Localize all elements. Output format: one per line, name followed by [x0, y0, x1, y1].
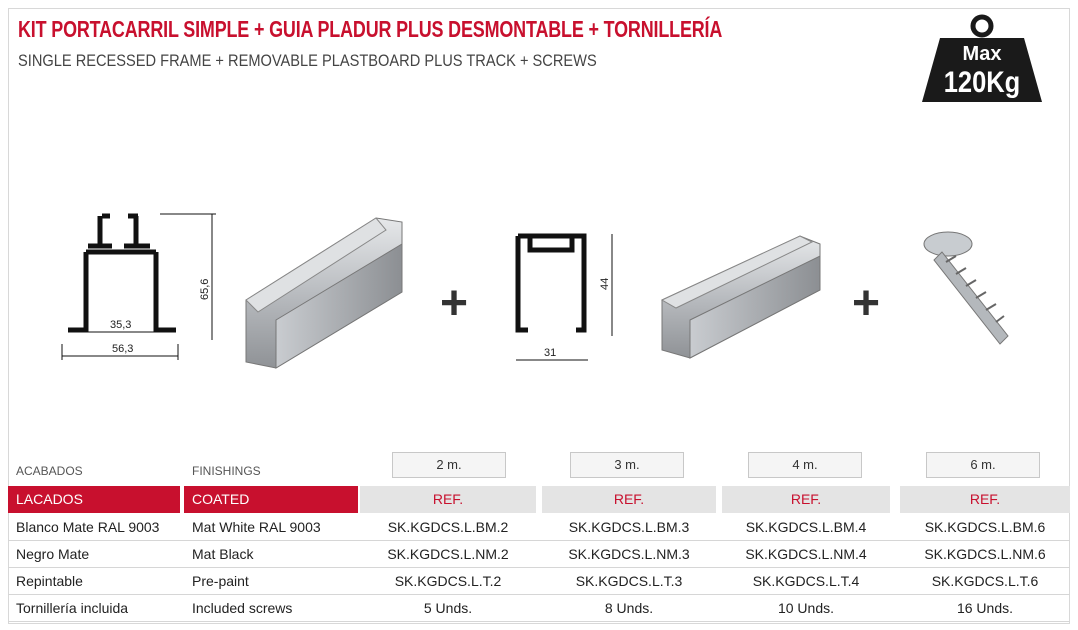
finish-name-en: Mat Black: [192, 546, 254, 562]
finishings-header-en: FINISHINGS: [192, 464, 261, 478]
track-width-label: 31: [544, 347, 557, 359]
finish-name-es: Repintable: [16, 573, 83, 589]
plus-sign-2: +: [852, 277, 881, 330]
ref-code: SK.KGDCS.L.NM.6: [924, 546, 1046, 562]
ref-code: SK.KGDCS.L.T.3: [575, 573, 683, 589]
screw-count: 8 Unds.: [604, 600, 654, 616]
weight-badge-value: 120Kg: [943, 66, 1021, 99]
ref-header-3m: REF.: [542, 486, 716, 513]
ref-code: SK.KGDCS.L.NM.3: [568, 546, 690, 562]
length-2m: 2 m.: [392, 452, 506, 478]
ref-header-4m: REF.: [722, 486, 890, 513]
ref-code: SK.KGDCS.L.BM.2: [387, 519, 509, 535]
ref-code: SK.KGDCS.L.BM.3: [568, 519, 690, 535]
screw-count: 5 Unds.: [423, 600, 473, 616]
ref-code: SK.KGDCS.L.BM.4: [745, 519, 867, 535]
length-4m: 4 m.: [748, 452, 862, 478]
length-3m: 3 m.: [570, 452, 684, 478]
frame-height-label: 65,6: [199, 278, 211, 300]
ref-code: SK.KGDCS.L.T.2: [394, 573, 502, 589]
finish-name-es: Blanco Mate RAL 9003: [16, 519, 160, 535]
finish-name-en: Included screws: [192, 600, 293, 616]
length-6m: 6 m.: [926, 452, 1040, 478]
ref-code: SK.KGDCS.L.T.6: [931, 573, 1039, 589]
finish-name-en: Pre-paint: [192, 573, 249, 589]
table-row: [8, 541, 1070, 568]
frame-inner-width-label: 35,3: [110, 319, 132, 331]
ref-code: SK.KGDCS.L.NM.2: [387, 546, 509, 562]
finish-name-es: Negro Mate: [16, 546, 90, 562]
ref-header-2m: REF.: [360, 486, 536, 513]
coated-band-row: [8, 486, 1070, 513]
coated-label-es: LACADOS: [8, 486, 180, 513]
finishings-header-es: ACABADOS: [16, 464, 83, 478]
finish-name-en: Mat White RAL 9003: [192, 519, 321, 535]
weight-badge-label: Max: [962, 43, 1002, 65]
ref-code: SK.KGDCS.L.NM.4: [745, 546, 867, 562]
frame-outer-width-label: 56,3: [112, 343, 134, 355]
page-title: KIT PORTACARRIL SIMPLE + GUIA PLADUR PLUS DESMONTABLE + TORNILLERÍA: [18, 16, 723, 42]
ref-code: SK.KGDCS.L.BM.6: [924, 519, 1046, 535]
ref-header-6m: REF.: [900, 486, 1070, 513]
coated-label-en: COATED: [184, 486, 358, 513]
table-row: [8, 514, 1070, 541]
screw-count: 16 Unds.: [956, 600, 1014, 616]
table-row: [8, 595, 1070, 622]
plus-sign-1: +: [440, 277, 469, 330]
page-subtitle: SINGLE RECESSED FRAME + REMOVABLE PLASTBOARD PLUS TRACK + SCREWS: [18, 51, 597, 70]
finish-name-es: Tornillería incluida: [16, 600, 129, 616]
table-row: [8, 568, 1070, 595]
screw-count: 10 Unds.: [777, 600, 835, 616]
track-height-label: 44: [599, 277, 611, 290]
ref-code: SK.KGDCS.L.T.4: [752, 573, 860, 589]
